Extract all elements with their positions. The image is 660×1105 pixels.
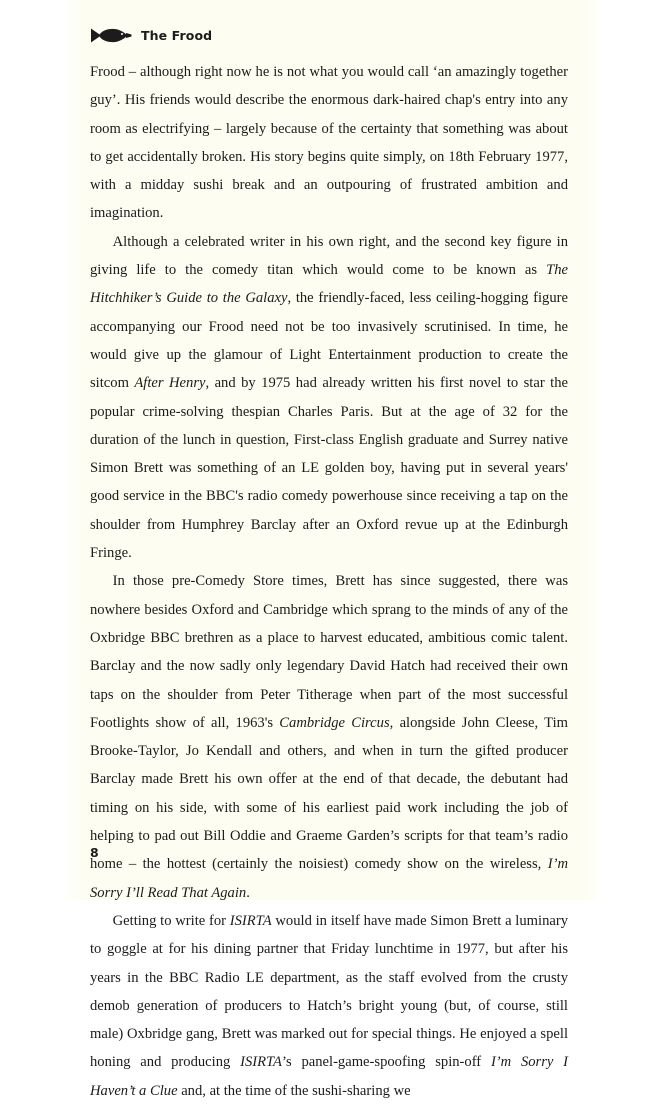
italic-title: The Hitchhiker’s Guide to the Galaxy: [90, 262, 568, 307]
running-head-title: The Frood: [141, 27, 213, 43]
italic-title: I’m Sorry I Haven’t a Clue: [90, 1054, 569, 1099]
paragraph: Although a celebrated writer in his own right, and the second key figure in giving life to the comedy titan which would come to be known as The Hitchhiker’s Guide to the Galaxy, the friendly-faced, less ceiling-hogging figure accompanying our Frood need not be too invasively scrutinised. In time, he would give up the glamour of Light Entertainment production to create the sitcom After Henry, and by 1975 had already written his first novel to star the popular crime-solving thespian Charles Paris. But at the age of 32 for the duration of the lunch in question, First-class English graduate and Surrey native Simon Brett was something of an LE golden boy, having put in several years' good service in the BBC's radio comedy powerhouse since receiving a tap on the shoulder from Humphrey Barclay after an Oxford revue up at the Edinburgh Fringe.: [90, 233, 568, 562]
italic-title: Cambridge Circus: [279, 714, 390, 731]
paragraph: In those pre-Comedy Store times, Brett has since suggested, there was nowhere besides Oxford and Cambridge which sprang to the minds of any of the Oxbridge BBC brethren as a place to harvest educated, ambitious comic talent. Barclay and the now sadly only legendary David Hatch had received their own taps on the shoulder from Peter Titherage when part of the most successful Footlights show of all, 1963's Cambridge Circus, alongside John Cleese, Tim Brooke-Taylor, Jo Kendall and others, and when in turn the gifted producer Barclay made Brett his own offer at the end of that decade, the debutant had timing on his side, with some of his earliest paid work including the job of helping to pad out Bill Oddie and Graeme Garden’s scripts for that team’s radio home – the hottest (certainly the noisiest) comedy show on the wireless, I’m Sorry I’ll Read That Again.: [90, 573, 568, 901]
italic-title: I’m Sorry I’ll Read That Again: [90, 856, 568, 901]
book-page: [58, 0, 602, 1099]
fish-icon: [90, 27, 132, 44]
running-head: [90, 24, 212, 46]
italic-title: After Henry: [134, 375, 206, 392]
body-text-block: [90, 58, 568, 1105]
page-number: 8: [90, 845, 99, 860]
paragraph: Getting to write for ISIRTA would in itself have made Simon Brett a luminary to goggle at for his dining partner that Friday lunchtime in 1977, but after his years in the BBC Radio LE department, as the staff evolved from the crusty demob generation of producers to Hatch’s bright young (but, of course, still male) Oxbridge gang, Brett was marked out for special things. He enjoyed a spell honing and producing ISIRTA’s panel-game-spoofing spin-off I’m Sorry I Haven’t a Clue and, at the time of the sushi-sharing we: [90, 912, 569, 1099]
italic-title: ISIRTA: [229, 912, 272, 929]
paragraph: Frood – although right now he is not what you would call ‘an amazingly together guy’. His friends would describe the enormous dark-haired chap's entry into any room as electrifying – largely because of the certainty that something was about to get accidentally broken. His story begins quite simply, on 18th February 1977, with a midday sushi break and an outpouring of frustrated ambition and imagination.: [90, 64, 568, 222]
italic-title: ISIRTA: [240, 1054, 282, 1071]
